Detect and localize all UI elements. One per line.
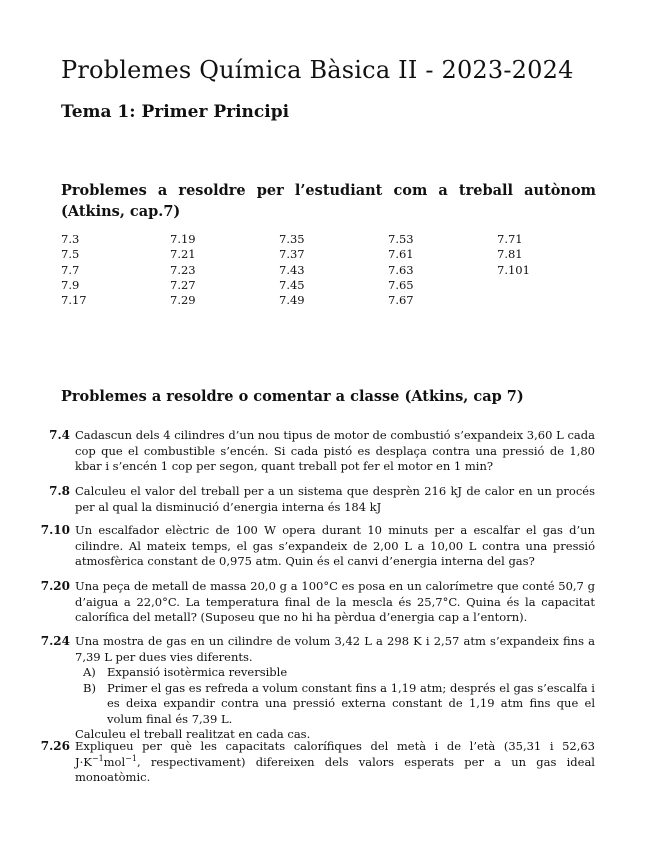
exercise-number: 7.81 xyxy=(497,247,523,262)
document-title: Problemes Química Bàsica II - 2023-2024 xyxy=(61,56,574,84)
option-label: B) xyxy=(83,680,96,695)
exercise-number: 7.101 xyxy=(497,262,530,277)
problem-text: Una peça de metall de massa 20,0 g a 100°C es posa en un calorímetre que conté 50,7 g d’aigua a 22,0°C. La temperatura final de la mescla és 25,7°C. Quina és la capacitat calorífica del metall? (Suposeu que no hi ha pèrdua d’energia cap a l’entorn). xyxy=(75,579,595,624)
exercise-number: 7.5 xyxy=(61,247,80,262)
problem-text: Un escalfador elèctric de 100 W opera durant 10 minuts per a escalfar el gas d’un cilindre. Al mateix temps, el gas s’expandeix de 2,00 L a 10,00 L contra una pressió atmosfèrica constant de 0,975 atm. Quin és el canvi d’energia interna del gas? xyxy=(75,523,595,568)
exercise-number: 7.65 xyxy=(388,277,414,292)
option-text: Expansió isotèrmica reversible xyxy=(107,665,288,679)
problem-number: 7.24 xyxy=(40,634,70,648)
problem-text-start: Expliqueu per què les capacitats calorífiques del metà i de l’età (35,31 i 52,63 J·K xyxy=(75,739,595,769)
problem-text-end: , respectivament) difereixen dels valors esperats per a un gas ideal monoatòmic. xyxy=(75,754,595,784)
option-text: Primer el gas es refreda a volum constant fins a 1,19 atm; després el gas s’escalfa i es deixa expandir contra una pressió externa constant de 1,19 atm fins que el volum final és 7,39 L. xyxy=(107,680,595,726)
problem-number: 7.26 xyxy=(40,739,70,753)
exercise-number: 7.53 xyxy=(388,232,414,246)
exercise-number xyxy=(497,293,606,308)
problem-text: Una mostra de gas en un cilindre de volum 3,42 L a 298 K i 2,57 atm s’expandeix fins a 7,39 L per dues vies diferents. xyxy=(75,634,595,664)
class-problems-heading: Problemes a resoldre o comentar a classe (Atkins, cap 7) xyxy=(61,388,524,405)
exercise-number: 7.63 xyxy=(388,262,414,277)
exercise-number: 7.3 xyxy=(61,232,80,246)
option-label: A) xyxy=(83,665,96,679)
problem-number: 7.10 xyxy=(40,523,70,537)
topic-subtitle: Tema 1: Primer Principi xyxy=(61,102,290,122)
exercise-number: 7.19 xyxy=(170,232,196,246)
exercise-number: 7.71 xyxy=(497,232,523,246)
problem-text xyxy=(75,739,595,786)
exercise-number: 7.27 xyxy=(170,277,196,292)
problem-closing: Calculeu el treball realitzat en cada cas. xyxy=(75,727,311,741)
exercise-number xyxy=(497,278,606,293)
exponent: −1 xyxy=(125,753,137,763)
problem-option xyxy=(75,665,595,681)
exercise-number: 7.7 xyxy=(61,262,80,277)
exercise-number: 7.43 xyxy=(279,262,305,277)
problem-option xyxy=(75,681,595,728)
exercise-number: 7.45 xyxy=(279,277,305,292)
exercise-number: 7.9 xyxy=(61,277,80,292)
exercise-number: 7.29 xyxy=(170,293,196,308)
exercise-number: 7.35 xyxy=(279,232,305,246)
self-study-heading: Problemes a resoldre per l’estudiant com a treball autònom (Atkins, cap.7) xyxy=(61,182,596,220)
exercise-number: 7.49 xyxy=(279,293,305,308)
exponent: −1 xyxy=(91,753,104,763)
unit-mol: mol xyxy=(103,754,126,769)
exercise-number-grid xyxy=(61,232,606,308)
problem-number: 7.4 xyxy=(49,428,70,442)
problem-text: Cadascun dels 4 cilindres d’un nou tipus de motor de combustió s’expandeix 3,60 L cada cop que el combustible s’encén. Si cada pistó es desplaça contra una pressió de 1,80 kbar i s’encén 1 cop per segon, quant treball pot fer el motor en 1 min? xyxy=(75,428,595,473)
problem-text: Calculeu el valor del treball per a un sistema que desprèn 216 kJ de calor en un procés per al qual la disminució d’energia interna és 184 kJ xyxy=(75,484,595,514)
exercise-number: 7.61 xyxy=(388,247,414,262)
problem-text-block xyxy=(75,634,595,743)
exercise-number: 7.67 xyxy=(388,293,414,308)
exercise-number: 7.21 xyxy=(170,247,196,262)
exercise-number: 7.17 xyxy=(61,293,87,308)
exercise-number: 7.37 xyxy=(279,247,305,262)
exercise-number: 7.23 xyxy=(170,262,196,277)
problem-number: 7.8 xyxy=(49,484,70,498)
problem-number: 7.20 xyxy=(40,579,70,593)
